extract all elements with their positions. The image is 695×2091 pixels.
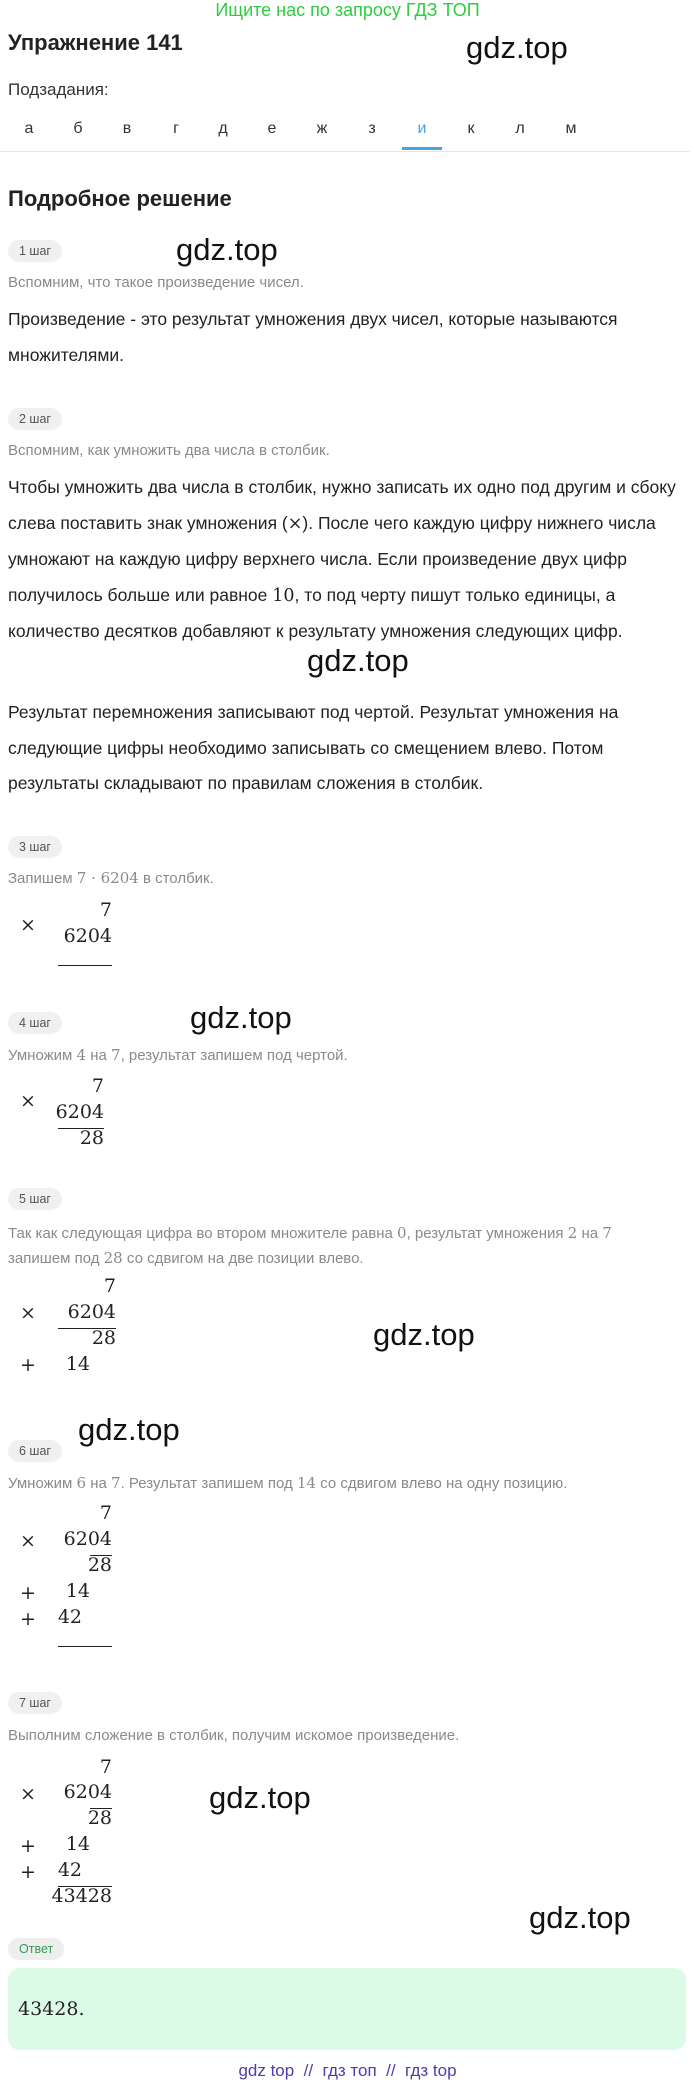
text-part: Чтобы умножить два числа в столбик, нужно записать их одно под другим и сбоку слева поставить знак умножения ( xyxy=(8,477,676,533)
plus-sign: + xyxy=(20,1835,36,1857)
tab-d[interactable]: д xyxy=(218,120,228,137)
step-text: Результат перемножения записывают под чертой. Результат умножения на следующие цифры необходимо записывать со смещением влево. Потом результаты складывают по правилам сложения в столбик. xyxy=(8,702,619,793)
watermark: gdz.top xyxy=(176,232,278,267)
step-badge: 4 шаг xyxy=(8,1012,62,1034)
step-hint xyxy=(8,869,214,887)
multiplicand: 7 xyxy=(99,1502,112,1524)
tab-zh[interactable]: ж xyxy=(316,120,328,137)
partial-product: 42 xyxy=(57,1859,82,1881)
math-number: 4 xyxy=(76,1046,87,1064)
math-number: 7 xyxy=(602,1224,612,1242)
text-part: запишем под xyxy=(8,1250,104,1267)
watermark: gdz.top xyxy=(529,1900,631,1935)
partial-product: 28 xyxy=(79,1127,104,1149)
math-number: 10 xyxy=(272,585,295,606)
tab-k[interactable]: к xyxy=(467,120,475,137)
times-symbol: × xyxy=(287,513,303,534)
step-badge: 5 шаг xyxy=(8,1188,62,1210)
text-part: ). После чего каждую цифру нижнего числа умножают на каждую цифру верхнего числа. Если произведение двух цифр получилось больше или равное xyxy=(8,512,656,605)
tab-l[interactable]: л xyxy=(515,120,525,137)
tab-m[interactable]: м xyxy=(565,120,577,137)
math-number: 7 xyxy=(111,1046,121,1064)
tab-a[interactable]: а xyxy=(24,120,34,137)
watermark: gdz.top xyxy=(190,1000,292,1035)
multiplier: 6204 xyxy=(63,1528,112,1550)
subtasks-label: Подзадания: xyxy=(8,80,109,99)
text-part: , результат умножения xyxy=(406,1225,568,1242)
text-part: в столбик. xyxy=(138,870,214,887)
watermark: gdz.top xyxy=(209,1780,311,1815)
math-expression: 7 · 6204 xyxy=(76,869,139,887)
partial-product: 14 xyxy=(65,1833,90,1855)
step-hint: Вспомним, что такое произведение чисел. xyxy=(8,274,304,291)
column-line xyxy=(58,1646,112,1647)
tab-e[interactable]: е xyxy=(267,120,277,137)
multiplier: 6204 xyxy=(67,1301,116,1323)
watermark: gdz.top xyxy=(78,1412,180,1447)
watermark: gdz.top xyxy=(307,643,409,678)
step-badge: 2 шаг xyxy=(8,408,62,430)
multiplicand: 7 xyxy=(91,1075,104,1097)
section-title: Подробное решение xyxy=(8,186,232,211)
text-part: , то под черту пишут только единицы, а количество десятков добавляют к результату умножения следующих цифр. xyxy=(8,584,623,641)
multiplier: 6204 xyxy=(63,925,112,947)
page-title: Упражнение 141 xyxy=(8,30,183,55)
answer-box xyxy=(8,1968,686,2050)
step-hint xyxy=(8,1046,348,1064)
final-product: 43428 xyxy=(51,1885,112,1907)
answer-badge: Ответ xyxy=(8,1938,64,1960)
step-badge: 3 шаг xyxy=(8,836,62,858)
times-sign: × xyxy=(20,1530,36,1552)
tab-g[interactable]: г xyxy=(173,120,179,137)
multiplier: 6204 xyxy=(63,1781,112,1803)
math-number: 28 xyxy=(103,1249,123,1267)
text-part: Запишем xyxy=(8,870,77,887)
watermark: gdz.top xyxy=(373,1317,475,1352)
plus-sign: + xyxy=(20,1582,36,1604)
step-hint xyxy=(8,1221,678,1271)
answer-value: 43428. xyxy=(18,1998,85,2020)
multiplier: 6204 xyxy=(55,1101,104,1123)
plus-sign: + xyxy=(20,1608,36,1630)
text-part: на xyxy=(86,1047,112,1064)
step-text xyxy=(8,470,678,650)
partial-product: 28 xyxy=(91,1327,116,1349)
times-sign: × xyxy=(20,1783,36,1805)
math-number: 7 xyxy=(111,1474,121,1492)
partial-product: 28 xyxy=(87,1554,112,1576)
math-number: 6 xyxy=(76,1474,87,1492)
partial-product: 42 xyxy=(57,1606,82,1628)
column-line xyxy=(58,965,112,966)
text-part: Умножим xyxy=(8,1047,77,1064)
tab-b[interactable]: б xyxy=(73,120,83,137)
text-part: на xyxy=(86,1475,112,1492)
math-number: 14 xyxy=(296,1474,317,1492)
tab-i[interactable]: и xyxy=(417,120,427,137)
step-badge: 1 шаг xyxy=(8,240,62,262)
step-badge: 6 шаг xyxy=(8,1440,62,1462)
subtask-tabs xyxy=(0,115,690,152)
step-hint xyxy=(8,1474,567,1492)
partial-product: 14 xyxy=(65,1353,90,1375)
text-part: со сдвигом на две позиции влево. xyxy=(122,1250,364,1267)
plus-sign: + xyxy=(20,1354,36,1376)
step-hint: Выполним сложение в столбик, получим искомое произведение. xyxy=(8,1727,460,1744)
multiplicand: 7 xyxy=(99,1756,112,1778)
tab-v[interactable]: в xyxy=(122,120,132,137)
step-text: Произведение - это результат умножения двух чисел, которые называются множителями. xyxy=(8,309,618,365)
search-banner: Ищите нас по запросу ГДЗ ТОП xyxy=(215,0,480,20)
multiplicand: 7 xyxy=(99,899,112,921)
footer-links[interactable]: gdz top // гдз топ // гдз top xyxy=(238,2061,457,2080)
text-part: на xyxy=(577,1225,603,1242)
math-number: 0 xyxy=(397,1224,407,1242)
text-part: со сдвигом влево на одну позицию. xyxy=(316,1475,568,1492)
watermark: gdz.top xyxy=(466,30,568,65)
partial-product: 28 xyxy=(87,1807,112,1829)
times-sign: × xyxy=(20,1090,36,1112)
text-part: Так как следующая цифра во втором множителе равна xyxy=(8,1225,398,1242)
partial-product: 14 xyxy=(65,1580,90,1602)
plus-sign: + xyxy=(20,1861,36,1883)
text-part: Умножим xyxy=(8,1475,77,1492)
math-number: 2 xyxy=(567,1224,578,1242)
active-tab-indicator xyxy=(402,147,442,150)
text-part: , результат запишем под чертой. xyxy=(120,1047,348,1064)
multiplicand: 7 xyxy=(103,1275,116,1297)
step-hint: Вспомним, как умножить два числа в столбик. xyxy=(8,442,330,459)
times-sign: × xyxy=(20,1302,36,1324)
step-badge: 7 шаг xyxy=(8,1692,62,1714)
times-sign: × xyxy=(20,914,36,936)
tab-z[interactable]: з xyxy=(368,120,376,137)
text-part: . Результат запишем под xyxy=(120,1475,297,1492)
